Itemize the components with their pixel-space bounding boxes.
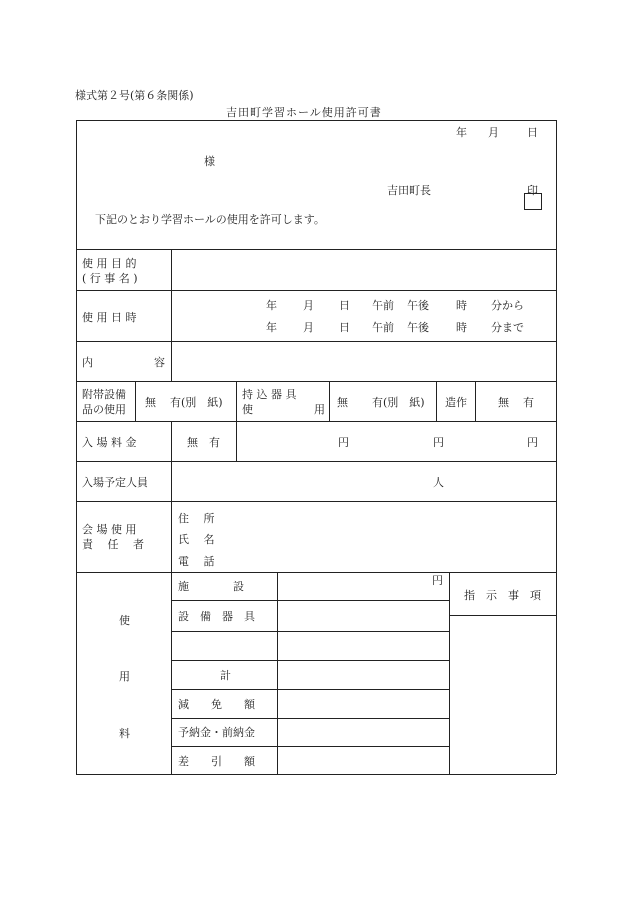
facility-label: 施 設 bbox=[178, 580, 244, 593]
seal-mark: 印 bbox=[527, 184, 538, 197]
fee-yen-1: 円 bbox=[338, 436, 349, 449]
start-minute: 分から bbox=[491, 299, 524, 312]
permit-month: 月 bbox=[488, 126, 499, 139]
label-column-divider bbox=[171, 421, 172, 774]
prepaid-label: 予納金・前納金 bbox=[178, 726, 255, 739]
equipment-none: 無 bbox=[145, 396, 156, 409]
fees-side-label-1: 使 bbox=[119, 614, 130, 627]
seal-box bbox=[524, 193, 542, 210]
instructions-label: 指 示 事 項 bbox=[464, 589, 541, 602]
construction-none: 無 bbox=[498, 396, 509, 409]
reduction-label: 減 免 額 bbox=[178, 698, 255, 711]
name-label: 氏 名 bbox=[178, 533, 215, 546]
equipment-divider bbox=[436, 381, 437, 421]
manager-label-2: 責 任 者 bbox=[82, 538, 144, 551]
instructions-divider bbox=[449, 615, 556, 616]
fee-row-divider bbox=[171, 718, 449, 719]
address-label: 住 所 bbox=[178, 512, 215, 525]
event-name-label: ( 行 事 名 ) bbox=[82, 272, 138, 285]
start-year: 年 bbox=[266, 299, 277, 312]
end-hour: 時 bbox=[456, 321, 467, 334]
end-month: 月 bbox=[303, 321, 314, 334]
persons-unit: 人 bbox=[433, 476, 444, 489]
fee-has: 有 bbox=[209, 436, 220, 449]
equipment-divider bbox=[475, 381, 476, 421]
datetime-label: 使 用 日 時 bbox=[82, 311, 137, 324]
start-hour: 時 bbox=[456, 299, 467, 312]
row-divider bbox=[76, 341, 556, 342]
equipment-label-1: 附帯設備 bbox=[82, 388, 126, 401]
fee-row-divider bbox=[171, 746, 449, 747]
fee-row-divider bbox=[171, 600, 449, 601]
fee-none: 無 bbox=[187, 436, 198, 449]
addressee-suffix: 様 bbox=[204, 155, 215, 168]
bring-label-3: 用 bbox=[314, 403, 325, 416]
fee-row-divider bbox=[171, 631, 449, 632]
purpose-label: 使 用 目 的 bbox=[82, 257, 137, 270]
attendance-label: 入場予定人員 bbox=[82, 476, 148, 489]
equipment-divider bbox=[236, 381, 237, 461]
bring-label-1: 持 込 器 具 bbox=[242, 388, 297, 401]
bring-label-2: 使 bbox=[242, 403, 253, 416]
table-border-bottom bbox=[76, 774, 556, 775]
equipment-has: 有(別 紙) bbox=[170, 396, 223, 409]
end-pm: 午後 bbox=[407, 321, 429, 334]
total-label: 計 bbox=[220, 669, 231, 682]
start-pm: 午後 bbox=[407, 299, 429, 312]
fee-yen-2: 円 bbox=[433, 436, 444, 449]
bring-none: 無 bbox=[337, 396, 348, 409]
bring-has: 有(別 紙) bbox=[372, 396, 425, 409]
start-month: 月 bbox=[303, 299, 314, 312]
end-day: 日 bbox=[339, 321, 350, 334]
end-am: 午前 bbox=[372, 321, 394, 334]
fee-yen-3: 円 bbox=[527, 436, 538, 449]
table-border-left bbox=[76, 120, 77, 774]
equipment-fee-label: 設 備 器 具 bbox=[178, 610, 255, 623]
permit-statement: 下記のとおり学習ホールの使用を許可します。 bbox=[95, 213, 325, 226]
start-am: 午前 bbox=[372, 299, 394, 312]
fees-yen: 円 bbox=[432, 574, 443, 587]
content-label-start: 内 bbox=[82, 356, 93, 369]
construction-has: 有 bbox=[523, 396, 534, 409]
equipment-divider bbox=[329, 381, 330, 421]
issuer-name: 吉田町長 bbox=[387, 184, 431, 197]
phone-label: 電 話 bbox=[178, 555, 215, 568]
permit-day: 日 bbox=[527, 126, 538, 139]
row-divider bbox=[76, 501, 556, 502]
row-divider bbox=[76, 572, 556, 573]
fees-side-label-3: 料 bbox=[119, 727, 130, 740]
balance-label: 差 引 額 bbox=[178, 755, 255, 768]
form-number: 様式第２号(第６条関係) bbox=[75, 89, 194, 102]
row-divider bbox=[76, 421, 556, 422]
fee-row-divider bbox=[171, 660, 449, 661]
end-minute: 分まで bbox=[491, 321, 524, 334]
row-divider bbox=[76, 290, 556, 291]
row-divider bbox=[76, 461, 556, 462]
form-title: 吉田町学習ホール使用許可書 bbox=[226, 106, 382, 119]
fee-label: 入 場 料 金 bbox=[82, 436, 137, 449]
row-divider bbox=[76, 249, 556, 250]
fee-column-divider bbox=[277, 572, 278, 774]
content-label-end: 容 bbox=[154, 356, 165, 369]
label-column-divider bbox=[171, 249, 172, 381]
table-border-right bbox=[556, 120, 557, 774]
equipment-divider bbox=[135, 381, 136, 421]
end-year: 年 bbox=[266, 321, 277, 334]
fee-column-divider bbox=[449, 572, 450, 774]
row-divider bbox=[76, 381, 556, 382]
permit-year: 年 bbox=[456, 126, 467, 139]
equipment-label-2: 品の使用 bbox=[82, 403, 126, 416]
construction-label: 造作 bbox=[445, 396, 467, 409]
table-border-top bbox=[76, 120, 556, 121]
start-day: 日 bbox=[339, 299, 350, 312]
manager-label-1: 会 場 使 用 bbox=[82, 523, 137, 536]
fee-row-divider bbox=[171, 689, 449, 690]
fees-side-label-2: 用 bbox=[119, 670, 130, 683]
